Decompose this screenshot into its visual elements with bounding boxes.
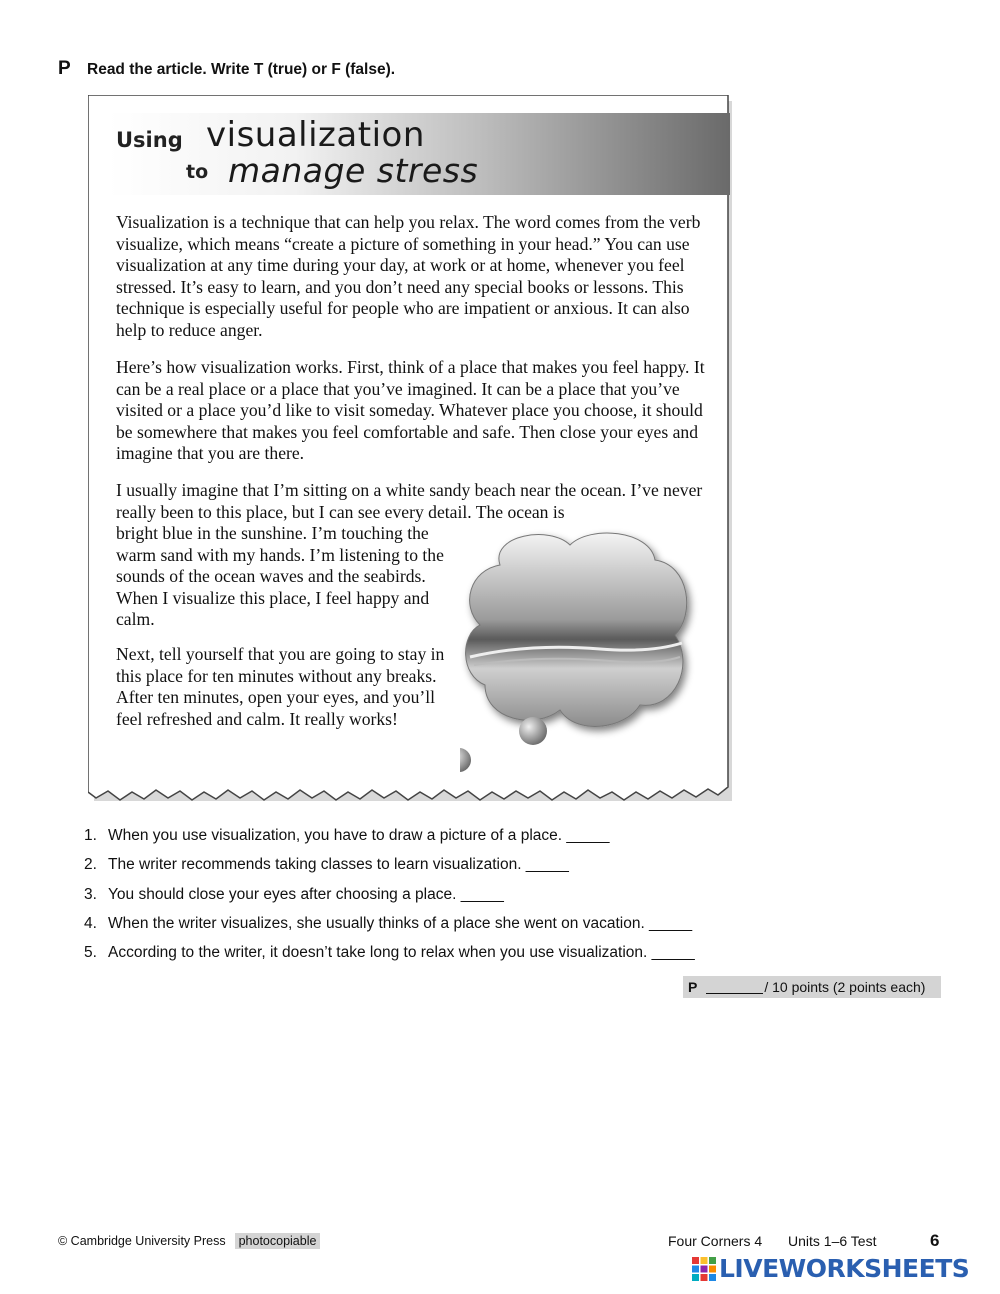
article-frame	[88, 95, 732, 807]
question-list	[84, 827, 695, 973]
question-number: 5.	[84, 944, 97, 962]
footer-left	[58, 1233, 320, 1249]
article-paragraph-3b: bright blue in the sunshine. I’m touching the warm sand with my hands. I’m listening to the sounds of the ocean waves and the seabirds. When I visualize this place, I feel happy and calm.	[116, 523, 444, 629]
question-text: When you use visualization, you have to draw a picture of a place. _____	[108, 827, 610, 844]
question-text: According to the writer, it doesn’t take long to relax when you use visualization. _____	[108, 944, 695, 962]
question-item	[84, 944, 695, 973]
section-header	[58, 58, 395, 80]
question-text: The writer recommends taking classes to learn visualization. _____	[108, 856, 569, 874]
liveworksheets-icon	[691, 1256, 717, 1282]
score-text: / 10 points (2 points each)	[764, 979, 926, 995]
liveworksheets-logo	[691, 1254, 969, 1283]
title-using: Using	[116, 128, 183, 152]
score-blank	[706, 981, 763, 994]
title-manage-stress: manage stress	[228, 151, 479, 190]
question-number: 2.	[84, 856, 97, 874]
question-item	[84, 827, 695, 856]
title-visualization: visualization	[206, 115, 425, 155]
article-paragraph-4: Next, tell yourself that you are going to stay in this place for ten minutes without any breaks. After ten minutes, open your eyes, and you’ll feel refreshed and calm. It really works!	[116, 644, 445, 729]
question-number: 4.	[84, 914, 97, 932]
beach-thought-bubble	[460, 525, 700, 785]
footer-units: Units 1–6 Test	[788, 1233, 877, 1249]
question-text: You should close your eyes after choosing a place. _____	[108, 885, 504, 903]
article-paragraph-1: Visualization is a technique that can help you relax. The word comes from the verb visualize, which means “create a picture of something in your head.” You can use visualization at any time during your day, at work or at home, whenever you feel stressed. It’s easy to learn, and you don’t need any special books or lessons. This technique is especially useful for people who are impatient or anxious. It can also help to reduce anger.	[116, 212, 701, 340]
score-letter: P	[688, 979, 698, 995]
title-to: to	[186, 161, 209, 183]
question-item	[84, 886, 695, 915]
photocopiable-badge: photocopiable	[235, 1233, 321, 1249]
copyright-text: © Cambridge University Press	[58, 1234, 226, 1248]
section-letter: P	[58, 58, 71, 79]
score-box	[683, 976, 941, 998]
article-paragraph-3a: I usually imagine that I’m sitting on a white sandy beach near the ocean. I’ve never really been to this place, but I can see every detail. The ocean is	[116, 480, 703, 522]
question-number: 3.	[84, 885, 97, 903]
liveworksheets-wordmark: LIVEWORKSHEETS	[719, 1254, 970, 1283]
question-number: 1.	[84, 827, 97, 844]
question-item	[84, 856, 695, 885]
article-paragraph-2: Here’s how visualization works. First, think of a place that makes you feel happy. It can be a real place or a place that you’ve imagined. It can be a place that you’ve visited or a place you’d like to visit someday. Whatever place you choose, it should be somewhere that makes you feel comfortable and safe. Then close your eyes and imagine that you are there.	[116, 357, 705, 463]
footer-book-title: Four Corners 4	[668, 1233, 763, 1249]
page-number: 6	[930, 1231, 940, 1250]
question-text: When the writer visualizes, she usually thinks of a place she went on vacation. _____	[108, 914, 693, 932]
question-item	[84, 915, 695, 944]
section-instruction: Read the article. Write T (true) or F (false).	[87, 61, 396, 78]
